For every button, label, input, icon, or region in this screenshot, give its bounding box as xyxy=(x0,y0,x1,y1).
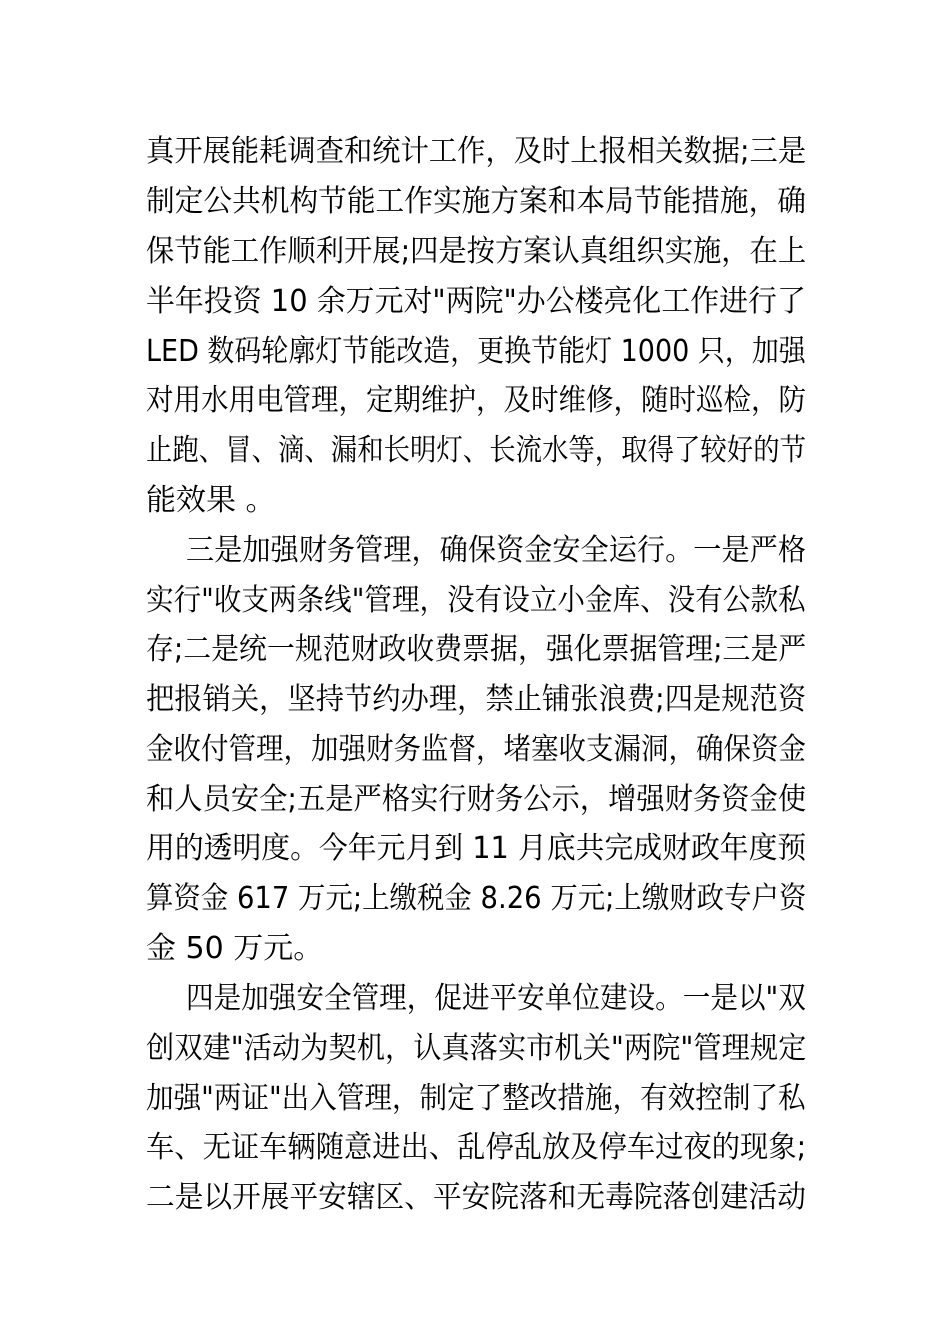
text-line: 止跑、冒、滴、漏和长明灯、长流水等，取得了较好的节 xyxy=(146,433,806,468)
text-line: LED 数码轮廓灯节能改造，更换节能灯 1000 只，加强 xyxy=(146,334,806,369)
paragraph-first-line: 四是加强安全管理，促进平安单位建设。一是以"双 xyxy=(186,981,806,1016)
text-line: 金 50 万元。 xyxy=(146,931,324,966)
text-line: 实行"收支两条线"管理，没有设立小金库、没有公款私 xyxy=(146,583,806,618)
text-line: 半年投资 10 余万元对"两院"办公楼亮化工作进行了 xyxy=(146,284,806,319)
text-line: 用的透明度。今年元月到 11 月底共完成财政年度预 xyxy=(146,831,807,866)
text-line: 金收付管理，加强财务监督，堵塞收支漏洞，确保资金 xyxy=(146,732,807,767)
text-line: 对用水用电管理，定期维护，及时维修，随时巡检，防 xyxy=(146,383,807,418)
text-line: 二是以开展平安辖区、平安院落和无毒院落创建活动 xyxy=(146,1180,806,1215)
text-line: 和人员安全;五是严格实行财务公示，增强财务资金使 xyxy=(146,782,807,817)
paragraph-first-line: 三是加强财务管理，确保资金安全运行。一是严格 xyxy=(186,533,807,568)
text-line: 保节能工作顺利开展;四是按方案认真组织实施，在上 xyxy=(146,234,807,269)
text-line: 真开展能耗调查和统计工作，及时上报相关数据;三是 xyxy=(146,134,807,169)
text-line: 创双建"活动为契机，认真落实市机关"两院"管理规定 xyxy=(146,1031,807,1066)
text-line: 算资金 617 万元;上缴税金 8.26 万元;上缴财政专户资 xyxy=(146,881,807,916)
text-line: 制定公共机构节能工作实施方案和本局节能措施，确 xyxy=(146,184,806,219)
text-line: 能效果 。 xyxy=(146,483,276,518)
text-line: 车、无证车辆随意进出、乱停乱放及停车过夜的现象; xyxy=(146,1130,807,1165)
text-line: 把报销关，坚持节约办理，禁止铺张浪费;四是规范资 xyxy=(146,682,807,717)
text-line: 存;二是统一规范财政收费票据，强化票据管理;三是严 xyxy=(146,632,807,667)
text-line: 加强"两证"出入管理，制定了整改措施，有效控制了私 xyxy=(146,1081,806,1116)
